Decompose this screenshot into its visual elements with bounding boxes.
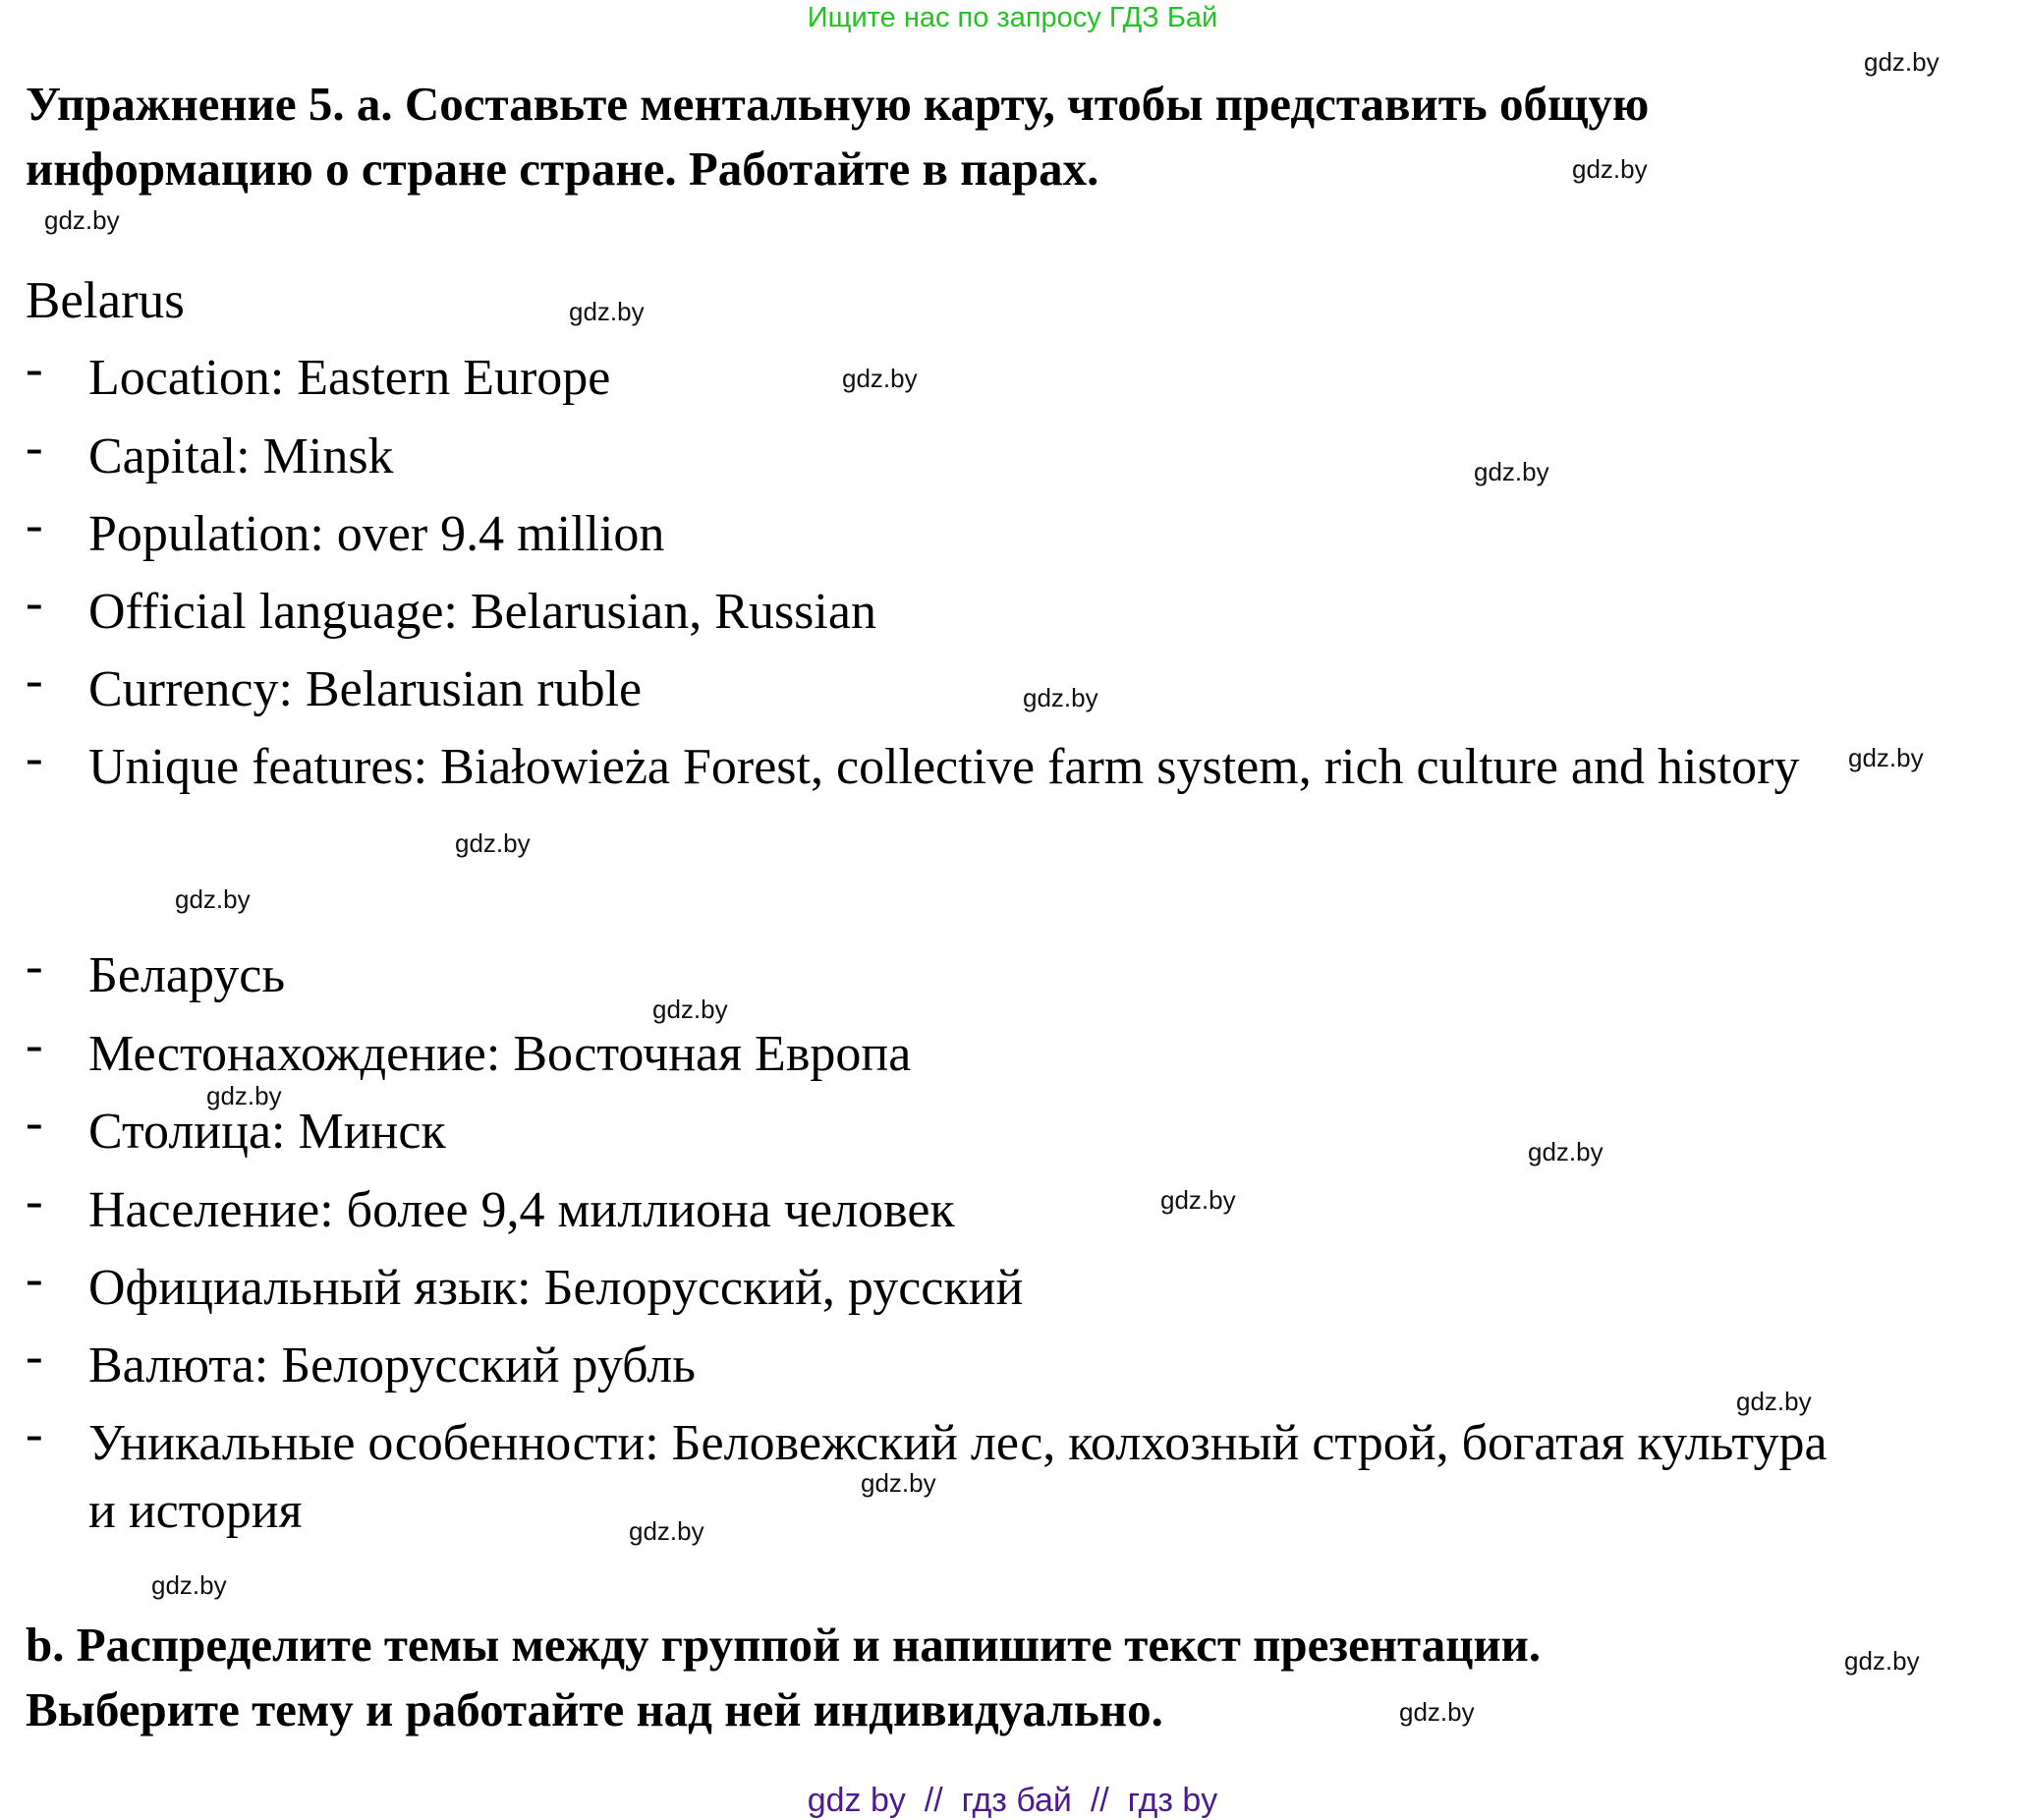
watermark: gdz.by bbox=[652, 995, 728, 1024]
exercise-title-line-2: информацию о стране стране. Работайте в парах. bbox=[26, 142, 1099, 196]
bullet-dash: - bbox=[26, 1016, 43, 1073]
list-item-country-ru: Беларусь bbox=[88, 947, 286, 1003]
watermark: gdz.by bbox=[1848, 743, 1924, 772]
watermark: gdz.by bbox=[861, 1468, 936, 1498]
list-item-population: Population: over 9.4 million bbox=[88, 506, 665, 562]
list-item-currency: Currency: Belarusian ruble bbox=[88, 661, 643, 717]
bullet-dash: - bbox=[26, 1328, 43, 1385]
bullet-dash: - bbox=[26, 652, 43, 709]
watermark: gdz.by bbox=[1399, 1697, 1475, 1727]
watermark: gdz.by bbox=[1864, 47, 1940, 77]
bullet-dash: - bbox=[26, 496, 43, 553]
watermark: gdz.by bbox=[175, 884, 251, 914]
watermark: gdz.by bbox=[1023, 683, 1098, 712]
bullet-dash: - bbox=[26, 1094, 43, 1151]
list-item-location: Location: Eastern Europe bbox=[88, 350, 611, 406]
bullet-dash: - bbox=[26, 1250, 43, 1307]
watermark: gdz.by bbox=[1736, 1387, 1812, 1416]
bullet-dash: - bbox=[26, 729, 43, 786]
watermark: gdz.by bbox=[44, 205, 120, 235]
bullet-dash: - bbox=[26, 1405, 43, 1462]
bullet-dash: - bbox=[26, 419, 43, 476]
exercise-title-line-1: Упражнение 5. a. Составьте ментальную карту, чтобы представить общую bbox=[26, 77, 1650, 131]
task-b-line-1: b. Распределите темы между группой и напишите текст презентации. bbox=[26, 1618, 1542, 1672]
watermark: gdz.by bbox=[1528, 1137, 1603, 1166]
bullet-dash: - bbox=[26, 1172, 43, 1229]
footer-links: gdz by // гдз бай // гдз by bbox=[807, 1782, 1218, 1819]
list-item-location-ru: Местонахождение: Восточная Европа bbox=[88, 1026, 912, 1082]
watermark: gdz.by bbox=[1474, 457, 1549, 486]
task-b-line-2: Выберите тему и работайте над ней индивидуально. bbox=[26, 1682, 1163, 1736]
watermark: gdz.by bbox=[1572, 154, 1648, 184]
watermark: gdz.by bbox=[206, 1081, 282, 1110]
list-item-features-ru: Уникальные особенности: Беловежский лес, колхозный строй, богатая культура и история bbox=[88, 1415, 1828, 1539]
bullet-dash: - bbox=[26, 938, 43, 995]
bullet-dash: - bbox=[26, 340, 43, 397]
watermark: gdz.by bbox=[1844, 1646, 1920, 1676]
bullet-dash: - bbox=[26, 574, 43, 631]
list-item-language: Official language: Belarusian, Russian bbox=[88, 584, 876, 640]
country-heading: Belarus bbox=[26, 272, 185, 329]
list-item-features: Unique features: Białowieża Forest, collective farm system, rich culture and history bbox=[88, 739, 1800, 795]
list-item-currency-ru: Валюта: Белорусский рубль bbox=[88, 1337, 696, 1393]
watermark: gdz.by bbox=[1160, 1185, 1236, 1215]
list-item-capital-ru: Столица: Минск bbox=[88, 1104, 446, 1160]
search-banner: Ищите нас по запросу ГДЗ Бай bbox=[807, 2, 1218, 33]
list-item-population-ru: Население: более 9,4 миллиона человек bbox=[88, 1182, 955, 1238]
watermark: gdz.by bbox=[629, 1516, 704, 1546]
list-item-language-ru: Официальный язык: Белорусский, русский bbox=[88, 1260, 1024, 1316]
list-item-capital: Capital: Minsk bbox=[88, 428, 394, 484]
watermark: gdz.by bbox=[569, 297, 645, 326]
watermark: gdz.by bbox=[455, 828, 531, 858]
watermark: gdz.by bbox=[151, 1570, 227, 1600]
watermark: gdz.by bbox=[842, 364, 918, 393]
